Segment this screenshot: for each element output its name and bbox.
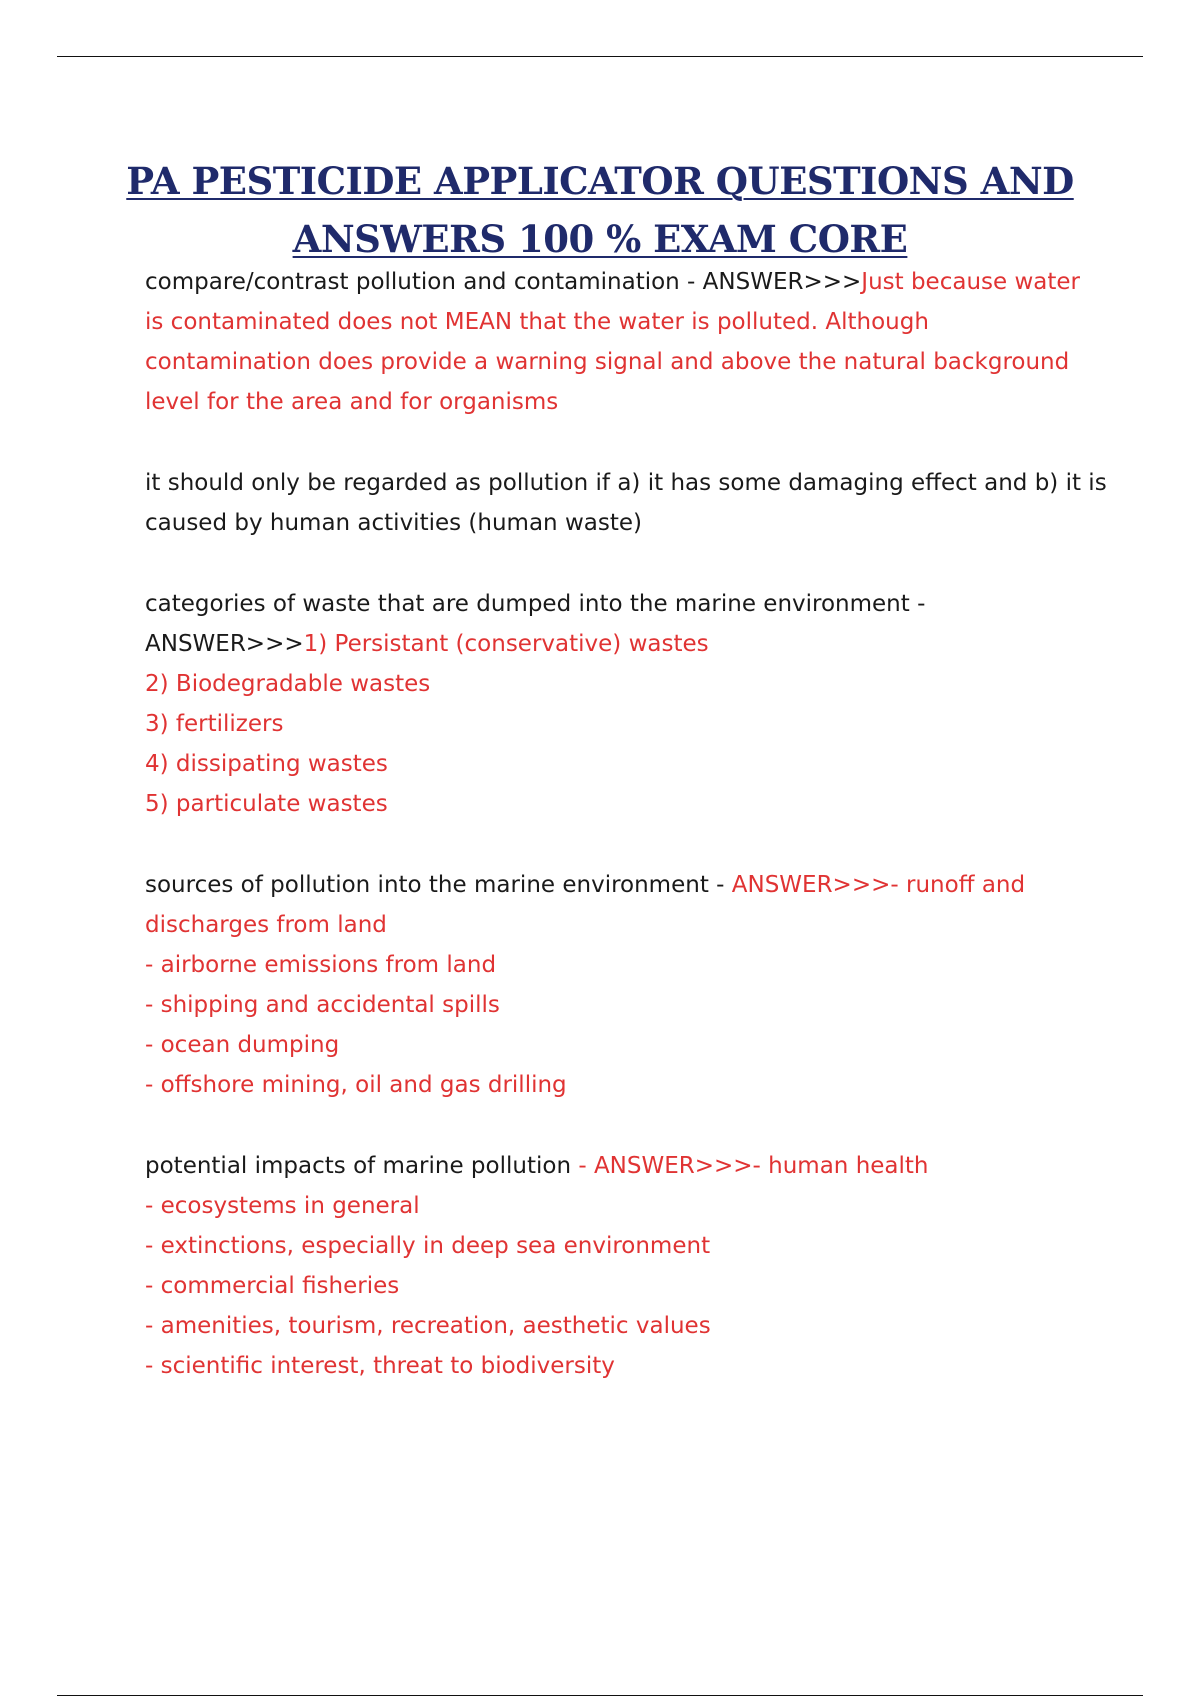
title-line-1: PA PESTICIDE APPLICATOR QUESTIONS AND — [126, 159, 1074, 203]
qa-4-answer-line: - airborne emissions from land — [145, 952, 497, 978]
qa-1-question: compare/contrast pollution and contamination - ANSWER>>> — [145, 269, 862, 295]
qa-5-question: potential impacts of marine pollution — [145, 1153, 579, 1179]
qa-5-answer-line: - extinctions, especially in deep sea environment — [145, 1233, 711, 1259]
qa-1-answer-start: Just because water — [861, 269, 1080, 295]
qa-5-answer-line: - amenities, tourism, recreation, aesthetic values — [145, 1313, 711, 1339]
qa-4-answer-line: - ocean dumping — [145, 1032, 340, 1058]
qa-5-line-1 — [145, 1146, 1095, 1186]
qa-5-answer-line: - ecosystems in general — [145, 1193, 420, 1219]
title-line-2: ANSWERS 100 % EXAM CORE — [292, 217, 908, 261]
qa-block-5 — [145, 1146, 1095, 1386]
qa-block-4 — [145, 865, 1095, 1105]
qa-block-2 — [145, 463, 1107, 543]
qa-1-answer-line: is contaminated does not MEAN that the water is polluted. Although — [145, 309, 929, 335]
qa-1-answer-line: contamination does provide a warning signal and above the natural background — [145, 349, 1070, 375]
qa-3-question: categories of waste that are dumped into the marine environment - — [145, 591, 926, 617]
qa-3-answer-line: 3) fertilizers — [145, 711, 284, 737]
top-divider — [57, 56, 1143, 57]
qa-4-question: sources of pollution into the marine environment - — [145, 872, 732, 898]
qa-3-answer-line: 5) particulate wastes — [145, 791, 388, 817]
qa-3-line-2 — [145, 624, 1095, 664]
bottom-divider — [57, 1695, 1143, 1696]
qa-block-3 — [145, 584, 1095, 824]
qa-5-answer-start: - ANSWER>>>- human health — [578, 1153, 929, 1179]
qa-3-answer-line: 2) Biodegradable wastes — [145, 671, 431, 697]
qa-1-line-1 — [145, 262, 1095, 302]
document-body — [145, 262, 1107, 1427]
qa-4-answer-start: ANSWER>>>- runoff and — [731, 872, 1026, 898]
qa-3-answer-start: 1) Persistant (conservative) wastes — [303, 631, 709, 657]
qa-4-answer-line: - offshore mining, oil and gas drilling — [145, 1072, 567, 1098]
document-title — [100, 152, 1100, 268]
qa-5-answer-line: - scientific interest, threat to biodiversity — [145, 1353, 615, 1379]
qa-3-answer-label: ANSWER>>> — [145, 631, 304, 657]
qa-5-answer-line: - commercial fisheries — [145, 1273, 400, 1299]
qa-4-answer-line: discharges from land — [145, 912, 387, 938]
qa-block-1 — [145, 262, 1095, 422]
qa-4-line-1 — [145, 865, 1095, 905]
qa-3-answer-line: 4) dissipating wastes — [145, 751, 388, 777]
qa-1-answer-line: level for the area and for organisms — [145, 389, 559, 415]
qa-4-answer-line: - shipping and accidental spills — [145, 992, 500, 1018]
paragraph-line: it should only be regarded as pollution if a) it has some damaging effect and b) it is — [145, 470, 1107, 496]
paragraph-line: caused by human activities (human waste) — [145, 510, 642, 536]
